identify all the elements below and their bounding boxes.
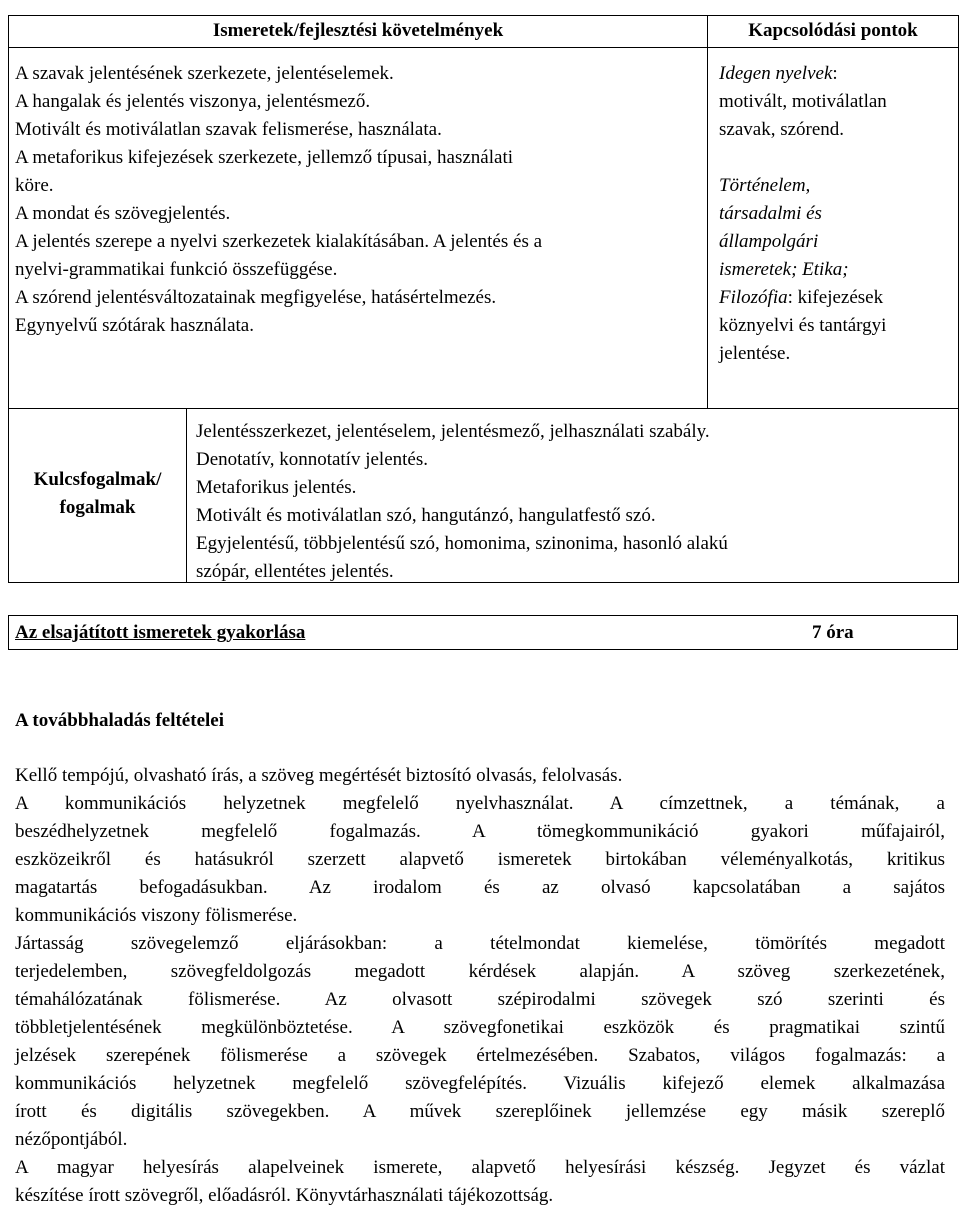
connection-line: szavak, szórend. [719,119,845,140]
requirement-line: nyelvi-grammatikai funkció összefüggése. [15,259,338,280]
subject-name: Idegen nyelvek [719,63,833,84]
progress-line: kommunikációs helyzetnek megfelelő szövegfelépítés. Vizuális kifejező elemek alkalmazása [15,1073,945,1094]
requirement-line: A jelentés szerepe a nyelvi szerkezetek kialakításában. A jelentés és a [15,231,543,252]
progress-line: A kommunikációs helyzetnek megfelelő nyelvhasználat. A címzettnek, a témának, a [15,793,945,814]
connection-line: motivált, motiválatlan [719,91,887,112]
progress-line: nézőpontjából. [15,1129,128,1150]
connection-colon: : [832,63,838,84]
connection-line [719,60,955,88]
progress-line: témahálózatának fölismerése. Az olvasott szépirodalmi szövegek szó szerinti és [15,989,945,1010]
practice-hours: 7 óra [812,622,854,643]
progress-line: kommunikációs viszony fölismerése. [15,905,298,926]
table-column-divider [707,15,708,409]
table-border-top [8,15,958,16]
subject-name: ismeretek; Etika; [719,259,849,280]
connection-spacer [719,144,955,172]
requirement-line: Egynyelvű szótárak használata. [15,315,254,336]
progress-line: Jártasság szövegelemző eljárásokban: a tételmondat kiemelése, tömörítés megadott [15,933,945,954]
practice-title: Az elsajátított ismeretek gyakorlása [15,622,306,643]
progress-line: készítése írott szövegről, előadásról. Könyvtárhasználati tájékozottság. [15,1185,554,1206]
header-connections: Kapcsolódási pontok [748,20,918,41]
subject-name: Filozófia [719,287,788,308]
table-header-divider [8,47,958,48]
progress-line: írott és digitális szövegekben. A művek szereplőinek jellemzése egy másik szereplő [15,1101,945,1122]
requirements-list [15,60,701,340]
key-concept-line: Jelentésszerkezet, jelentéselem, jelentésmező, jelhasználati szabály. [196,421,710,442]
key-concepts-label [9,466,186,522]
header-requirements: Ismeretek/fejlesztési követelmények [212,20,504,41]
key-label-line: fogalmak [59,497,136,518]
table-border-right [958,15,959,583]
connection-line [719,172,955,200]
subject-name: társadalmi és [719,203,822,224]
subject-name: Történelem, [719,175,811,196]
progress-text [15,762,945,1210]
progress-paragraph-1: Kellő tempójú, olvasható írás, a szöveg megértését biztosító olvasás, felolvasás. [15,765,623,786]
connection-line [719,284,955,312]
requirement-line: köre. [15,175,54,196]
key-concepts-list [196,418,952,586]
key-concept-line: Denotatív, konnotatív jelentés. [196,449,428,470]
requirement-line: A szórend jelentésváltozatainak megfigyelése, hatásértelmezés. [15,287,497,308]
key-concept-line: szópár, ellentétes jelentés. [196,561,394,582]
progress-line: A magyar helyesírás alapelveinek ismerete, alapvető helyesírási készség. Jegyzet és vázlat [15,1157,945,1178]
key-concept-line: Metaforikus jelentés. [196,477,357,498]
key-concept-line: Egyjelentésű, többjelentésű szó, homonima, szinonima, hasonló alakú [196,533,728,554]
progress-title: A továbbhaladás feltételei [15,710,224,731]
table-row-divider [8,408,958,409]
requirement-line: A mondat és szövegjelentés. [15,203,231,224]
connection-line: jelentése. [719,343,791,364]
connection-line [719,256,955,284]
subject-name: állampolgári [719,231,819,252]
key-concept-line: Motivált és motiválatlan szó, hangutánzó, hangulatfestő szó. [196,505,656,526]
progress-line: jelzések szerepének fölismerése a szövegek értelmezésében. Szabatos, világos fogalmazás: a [15,1045,945,1066]
requirement-line: A szavak jelentésének szerkezete, jelentéselemek. [15,63,394,84]
table-key-divider [186,408,187,583]
connection-line: köznyelvi és tantárgyi [719,315,887,336]
progress-line: eszközeikről és hatásukról szerzett alapvető ismeretek birtokában véleményalkotás, kritikus [15,849,945,870]
progress-line: magatartás befogadásukban. Az irodalom és az olvasó kapcsolatában a sajátos [15,877,945,898]
progress-line: többletjelentésének megkülönböztetése. A szövegfonetikai eszközök és pragmatikai szintű [15,1017,945,1038]
requirement-line: A metaforikus kifejezések szerkezete, jellemző típusai, használati [15,147,514,168]
key-label-line: Kulcsfogalmak/ [33,469,162,490]
progress-line: beszédhelyzetnek megfelelő fogalmazás. A tömegkommunikáció gyakori műfajairól, [15,821,945,842]
requirement-line: A hangalak és jelentés viszonya, jelentésmező. [15,91,371,112]
connection-text: : kifejezések [787,287,884,308]
connections-cell [719,60,955,368]
connection-line [719,200,955,228]
progress-line: terjedelemben, szövegfeldolgozás megadott kérdések alapján. A szöveg szerkezetének, [15,961,945,982]
connection-line [719,228,955,256]
requirement-line: Motivált és motiválatlan szavak felismerése, használata. [15,119,442,140]
